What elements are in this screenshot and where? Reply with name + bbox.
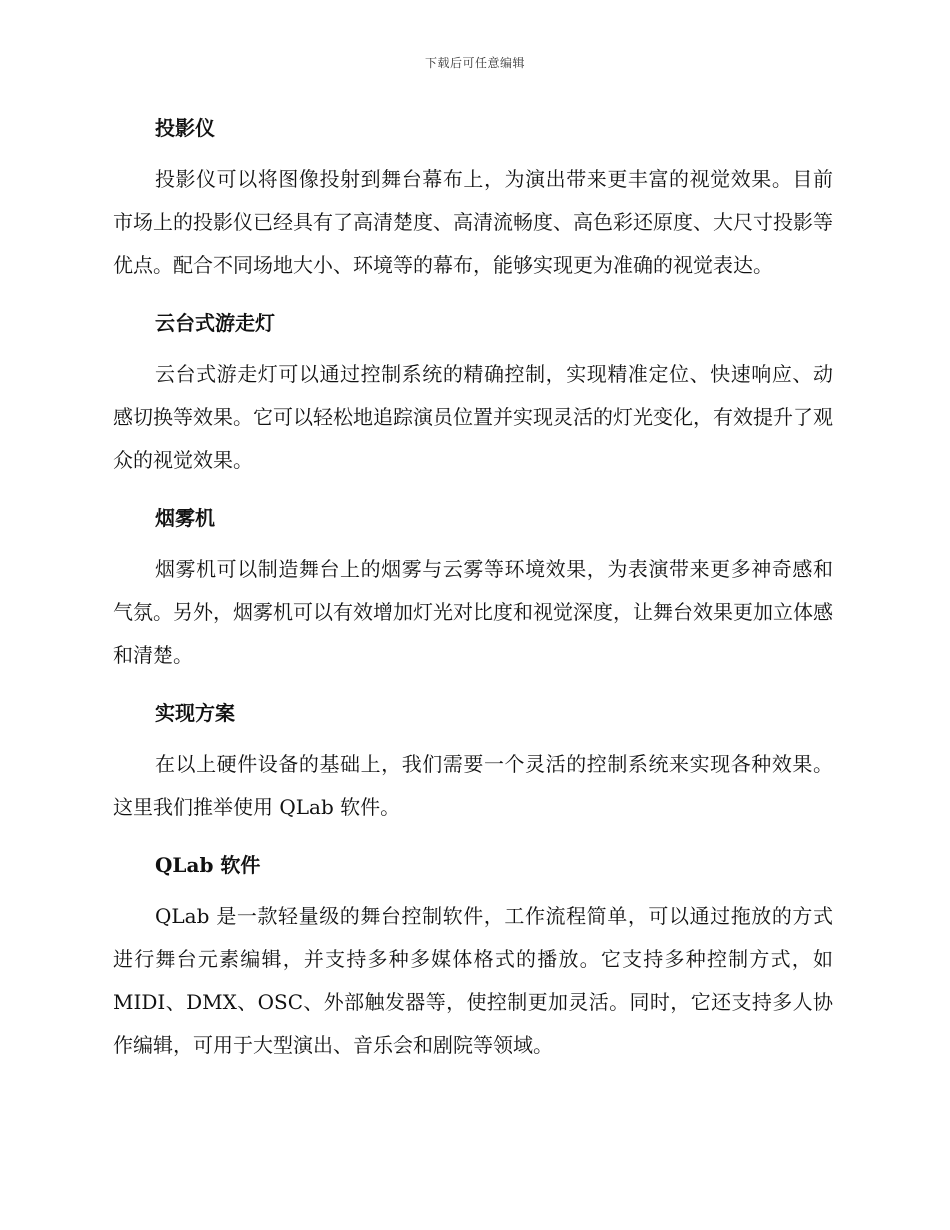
section-title-qlab-software: QLab 软件 — [155, 853, 261, 877]
section-body-projector: 投影仪可以将图像投射到舞台幕布上，为演出带来更丰富的视觉效果。目前市场上的投影仪已经具有了高清楚度、高清流畅度、高色彩还原度、大尺寸投影等优点。配合不同场地大小、环境等的幕布，能够实现更为准确的视觉表达。 — [113, 167, 833, 277]
section-title-projector: 投影仪 — [155, 116, 215, 140]
section-title-moving-head-light: 云台式游走灯 — [155, 311, 275, 335]
section-body-moving-head-light: 云台式游走灯可以通过控制系统的精确控制，实现精准定位、快速响应、动感切换等效果。它可以轻松地追踪演员位置并实现灵活的灯光变化，有效提升了观众的视觉效果。 — [113, 362, 833, 472]
section-title-implementation-plan: 实现方案 — [155, 701, 235, 725]
document-content — [113, 106, 833, 1081]
section-body-fog-machine: 烟雾机可以制造舞台上的烟雾与云雾等环境效果，为表演带来更多神奇感和气氛。另外，烟雾机可以有效增加灯光对比度和视觉深度，让舞台效果更加立体感和清楚。 — [113, 557, 833, 667]
header-note: 下载后可任意编辑 — [424, 56, 525, 70]
section-title-fog-machine: 烟雾机 — [155, 506, 215, 530]
section-body-implementation-plan: 在以上硬件设备的基础上，我们需要一个灵活的控制系统来实现各种效果。这里我们推举使用 QLab 软件。 — [113, 752, 833, 819]
section-body-qlab-software: QLab 是一款轻量级的舞台控制软件，工作流程简单，可以通过拖放的方式进行舞台元素编辑，并支持多种多媒体格式的播放。它支持多种控制方式，如 MIDI、DMX、OSC、外部触发器等，使控制更加灵活。同时，它还支持多人协作编辑，可用于大型演出、音乐会和剧院等领域。 — [113, 904, 833, 1057]
